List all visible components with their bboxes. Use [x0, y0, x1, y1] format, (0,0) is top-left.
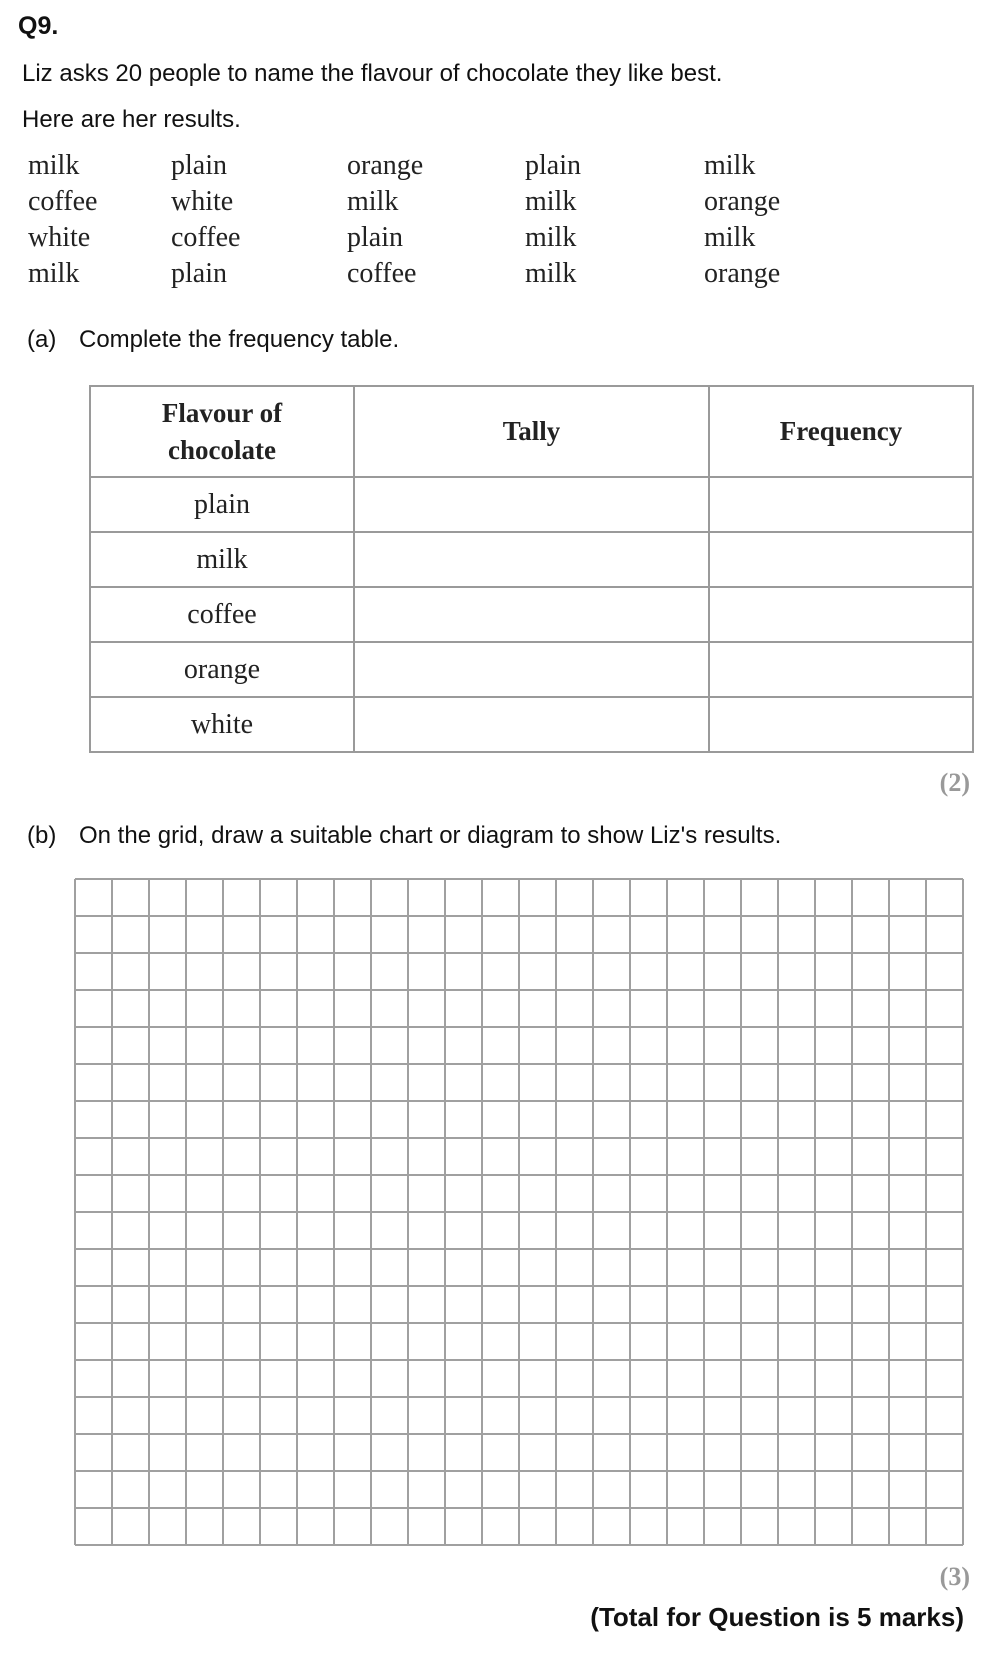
header-flavour: [90, 386, 354, 477]
table-row: [90, 697, 973, 752]
question-number: Q9.: [18, 12, 59, 40]
header-frequency: Frequency: [709, 386, 973, 477]
frequency-cell[interactable]: [709, 697, 973, 752]
table-row: [90, 587, 973, 642]
flavour-cell: plain: [90, 477, 354, 532]
results-label: Here are her results.: [22, 106, 241, 133]
result-word: orange: [704, 186, 781, 217]
result-word: milk: [704, 150, 756, 181]
part-a-instruction: Complete the frequency table.: [79, 326, 400, 353]
header-flavour-line1: Flavour of: [161, 398, 283, 429]
tally-cell[interactable]: [354, 532, 709, 587]
frequency-cell[interactable]: [709, 477, 973, 532]
result-word: orange: [704, 258, 781, 289]
result-word: milk: [28, 150, 80, 181]
result-word: milk: [704, 222, 756, 253]
result-word: coffee: [28, 186, 98, 217]
flavour-cell: coffee: [90, 587, 354, 642]
frequency-cell[interactable]: [709, 532, 973, 587]
result-word: coffee: [347, 258, 417, 289]
tally-cell[interactable]: [354, 697, 709, 752]
result-word: plain: [525, 150, 581, 181]
result-word: plain: [171, 150, 227, 181]
result-word: white: [171, 186, 234, 217]
result-word: plain: [347, 222, 403, 253]
part-b-question: [27, 822, 781, 850]
tally-cell[interactable]: [354, 642, 709, 697]
table-row: [90, 532, 973, 587]
result-word: milk: [347, 186, 399, 217]
frequency-cell[interactable]: [709, 642, 973, 697]
result-word: milk: [525, 186, 577, 217]
part-b-instruction: On the grid, draw a suitable chart or diagram to show Liz's results.: [79, 822, 782, 849]
flavour-cell: milk: [90, 532, 354, 587]
table-header-row: [90, 386, 973, 477]
total-marks: (Total for Question is 5 marks): [590, 1602, 964, 1632]
part-a-question: [27, 326, 399, 354]
result-word: orange: [347, 150, 424, 181]
result-word: coffee: [171, 222, 241, 253]
part-b-letter: (b): [27, 822, 57, 849]
header-flavour-line2: chocolate: [168, 434, 276, 465]
tally-cell[interactable]: [354, 587, 709, 642]
part-a-letter: (a): [27, 326, 57, 353]
flavour-cell: white: [90, 697, 354, 752]
frequency-cell[interactable]: [709, 587, 973, 642]
result-word: milk: [525, 222, 577, 253]
frequency-table: [89, 385, 974, 753]
question-intro: Liz asks 20 people to name the flavour of chocolate they like best.: [22, 60, 723, 87]
part-b-marks: (3): [939, 1562, 970, 1591]
table-row: [90, 642, 973, 697]
flavour-cell: orange: [90, 642, 354, 697]
answer-grid-container[interactable]: [74, 878, 964, 1551]
tally-cell[interactable]: [354, 477, 709, 532]
result-word: white: [28, 222, 91, 253]
table-row: [90, 477, 973, 532]
result-word: plain: [171, 258, 227, 289]
part-a-marks: (2): [939, 768, 970, 797]
frequency-table-body: [90, 477, 973, 752]
answer-grid[interactable]: [74, 878, 964, 1546]
result-word: milk: [525, 258, 577, 289]
header-tally: Tally: [354, 386, 709, 477]
result-word: milk: [28, 258, 80, 289]
